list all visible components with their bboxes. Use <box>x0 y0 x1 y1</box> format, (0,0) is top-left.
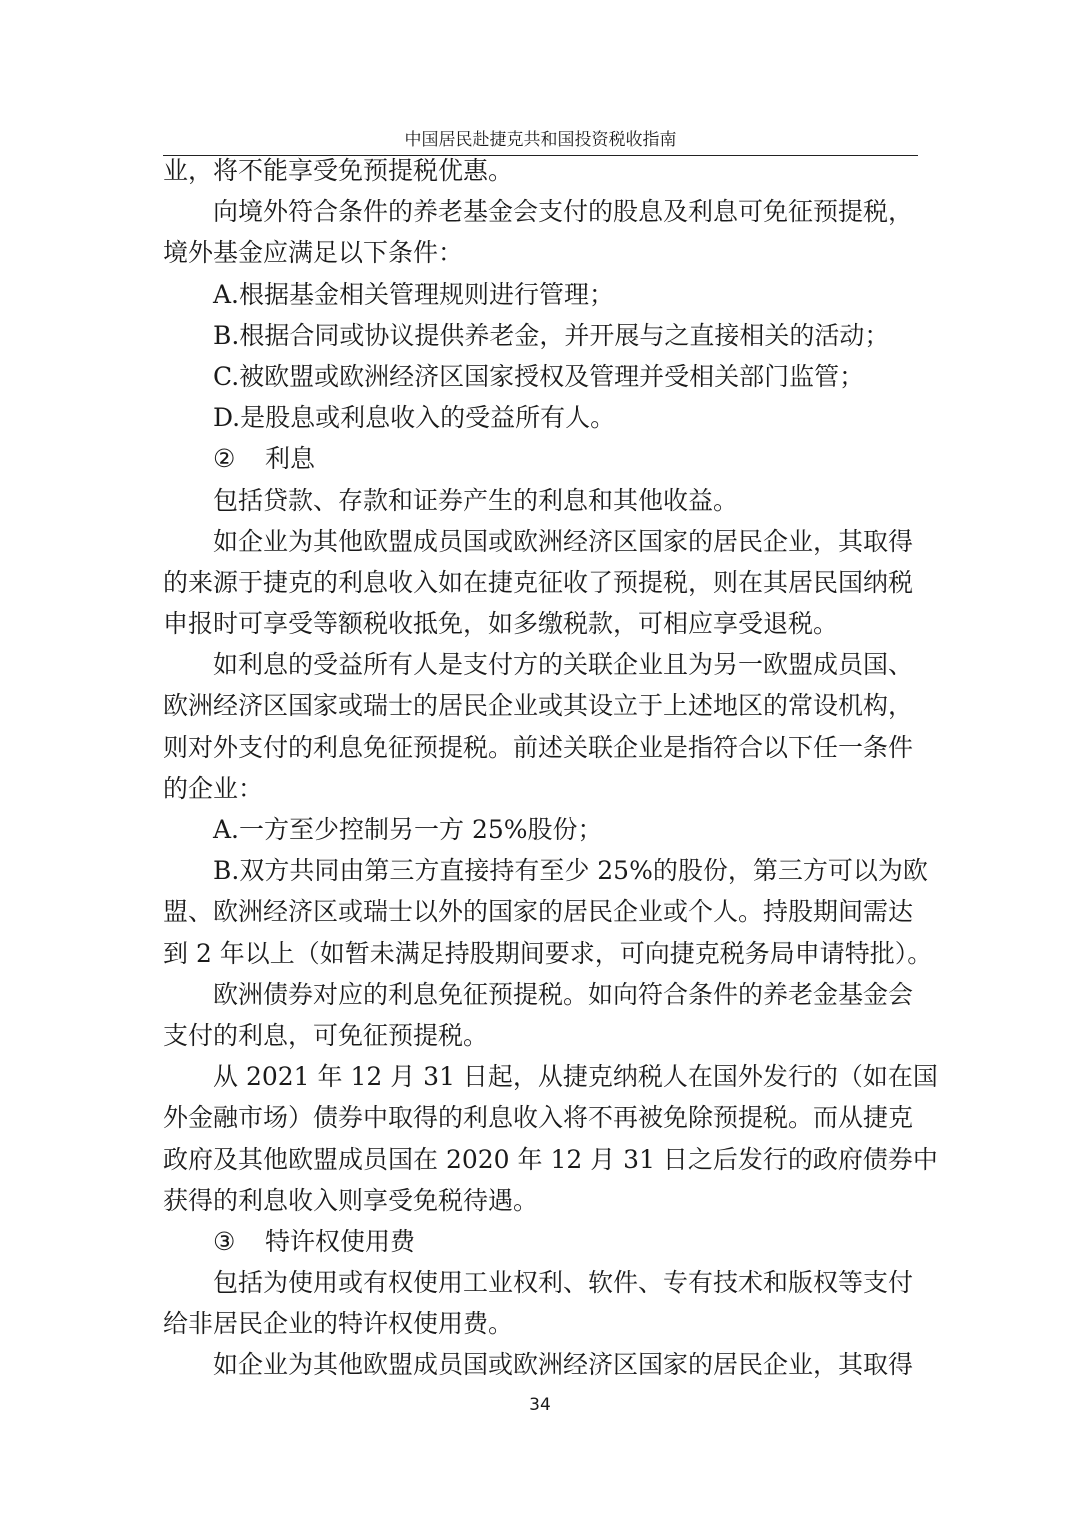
body-line: 到 2 年以上（如暂未满足持股期间要求，可向捷克税务局申请特批）。 <box>163 938 933 968</box>
body-line: 则对外支付的利息免征预提税。前述关联企业是指符合以下任一条件 <box>163 732 914 762</box>
list-item: B.根据合同或协议提供养老金，并开展与之直接相关的活动； <box>213 320 890 350</box>
list-item: C.被欧盟或欧洲经济区国家授权及管理并受相关部门监管； <box>213 361 865 391</box>
page-body <box>163 150 938 1386</box>
body-line: 业，将不能享受免预提税优惠。 <box>163 156 514 185</box>
list-item: A.一方至少控制另一方 25%股份； <box>213 815 603 844</box>
body-line: 境外基金应满足以下条件： <box>163 238 464 268</box>
running-header: 中国居民赴捷克共和国投资税收指南 <box>404 130 677 150</box>
body-line: 如企业为其他欧盟成员国或欧洲经济区国家的居民企业，其取得 <box>213 1350 914 1380</box>
body-line: 向境外符合条件的养老基金会支付的股息及利息可免征预提税， <box>213 197 914 227</box>
section-title: 利息 <box>265 444 316 474</box>
body-line: 获得的利息收入则享受免税待遇。 <box>163 1185 539 1215</box>
body-line: 盟、欧洲经济区或瑞士以外的国家的居民企业或个人。持股期间需达 <box>163 897 914 927</box>
body-line: 外金融市场）债券中取得的利息收入将不再被免除预提税。而从捷克 <box>163 1103 914 1133</box>
section-number: ② <box>213 444 236 474</box>
section-heading-royalties <box>163 1221 918 1262</box>
body-line: 从 2021 年 12 月 31 日起，从捷克纳税人在国外发行的（如在国 <box>213 1062 938 1092</box>
list-item: B.双方共同由第三方直接持有至少 25%的股份，第三方可以为欧 <box>213 856 928 886</box>
section-heading-interest <box>163 438 918 479</box>
body-line: 包括贷款、存款和证券产生的利息和其他收益。 <box>213 485 739 515</box>
section-title: 特许权使用费 <box>265 1226 416 1256</box>
body-line: 的企业： <box>163 773 264 803</box>
body-line: 包括为使用或有权使用工业权利、软件、专有技术和版权等支付 <box>213 1268 914 1298</box>
page-number: 34 <box>529 1395 551 1415</box>
body-line: 如利息的受益所有人是支付方的关联企业且为另一欧盟成员国、 <box>213 650 914 680</box>
section-number: ③ <box>213 1226 236 1256</box>
body-line: 欧洲债券对应的利息免征预提税。如向符合条件的养老金基金会 <box>213 979 914 1009</box>
body-line: 政府及其他欧盟成员国在 2020 年 12 月 31 日之后发行的政府债券中 <box>163 1144 938 1174</box>
body-line: 如企业为其他欧盟成员国或欧洲经济区国家的居民企业，其取得 <box>213 526 914 556</box>
body-line: 申报时可享受等额税收抵免，如多缴税款，可相应享受退税。 <box>163 609 839 639</box>
body-line: 欧洲经济区国家或瑞士的居民企业或其设立于上述地区的常设机构， <box>163 691 914 721</box>
body-line: 的来源于捷克的利息收入如在捷克征收了预提税，则在其居民国纳税 <box>163 567 914 597</box>
list-item: A.根据基金相关管理规则进行管理； <box>213 279 615 309</box>
body-line: 支付的利息，可免征预提税。 <box>163 1020 489 1050</box>
body-line: 给非居民企业的特许权使用费。 <box>163 1309 514 1339</box>
list-item: D.是股息或利息收入的受益所有人。 <box>213 403 616 433</box>
